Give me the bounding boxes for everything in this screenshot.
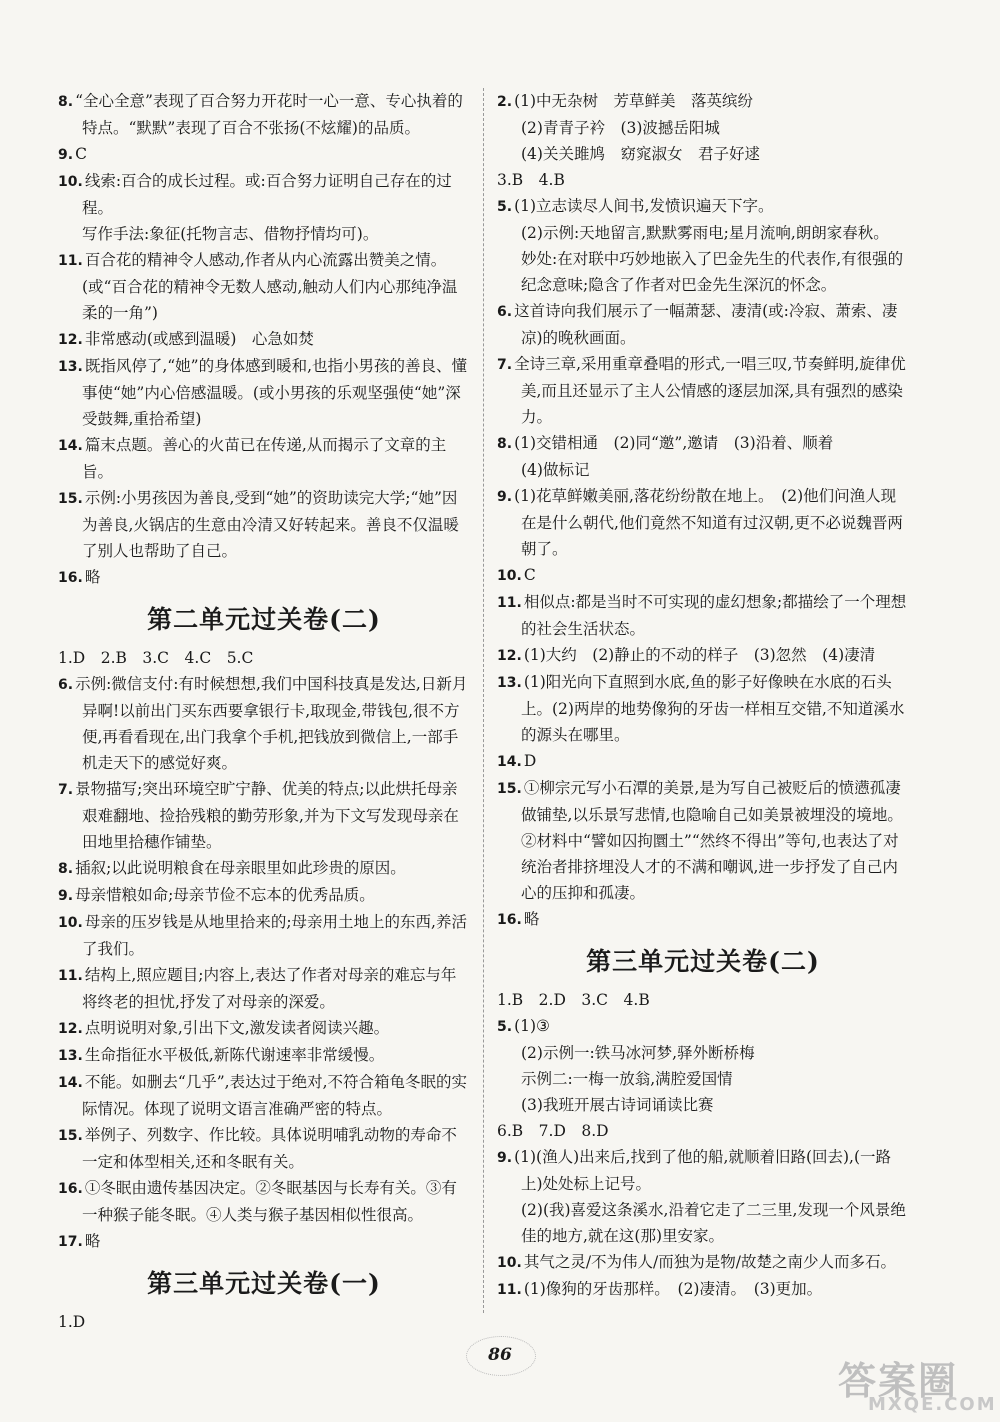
answer-item: 9. C: [58, 145, 87, 163]
answer-item: 8. (1)交错相通 (2)同“邀”,邀请 (3)沿着、顺着: [497, 434, 834, 452]
answer-item: 9. 母亲惜粮如命;母亲节俭不忘本的优秀品质。: [58, 886, 375, 904]
answer-subline: (2)青青子衿 (3)波撼岳阳城: [521, 119, 720, 137]
watermark-logo: [838, 1350, 997, 1420]
answer-subline: (2)示例:天地留言,默默雾雨电;星月流响,朗朗家春秋。: [521, 224, 889, 242]
answer-item: 6. 示例:微信支付:有时候想想,我们中国科技真是发达,日新月异啊!以前出门买东西要拿银行卡,取现金,带钱包,很不方便,再看看现在,出门我拿个手机,把钱放到微信上,一部手机走天下的感觉好爽。: [58, 675, 468, 772]
answer-item: 16. ①冬眠由遗传基因决定。②冬眠基因与长寿有关。③有一种猴子能冬眠。④人类与猴子基因相似性很高。: [58, 1179, 457, 1224]
answer-subline: (2)示例一:铁马冰河梦,驿外断桥梅: [521, 1044, 755, 1062]
answer-subline: 妙处:在对联中巧妙地嵌入了巴金先生的代表作,有很强的纪念意味;隐含了作者对巴金先生深沉的怀念。: [521, 250, 904, 294]
watermark-url: MXQE.COM: [868, 1394, 997, 1415]
answer-subline: (4)关关雎鸠 窈窕淑女 君子好逑: [521, 145, 760, 163]
answer-item: 1.D: [58, 1313, 86, 1331]
answer-item: 17. 略: [58, 1232, 101, 1250]
answer-item: 13. (1)阳光向下直照到水底,鱼的影子好像映在水底的石头上。(2)两岸的地势像狗的牙齿一样相互交错,不知道溪水的源头在哪里。: [497, 673, 905, 744]
answer-subline: (2)(我)喜爱这条溪水,沿着它走了二三里,发现一个风景绝佳的地方,就在这(那)里安家。: [521, 1201, 906, 1245]
column-divider: [483, 88, 484, 1313]
answer-item: 12. 非常感动(或感到温暖) 心急如焚: [58, 330, 314, 348]
answer-item: 6. 这首诗向我们展示了一幅萧瑟、凄清(或:冷寂、萧索、凄凉)的晚秋画面。: [497, 302, 898, 347]
answer-item: 11. 相似点:都是当时不可实现的虚幻想象;都描绘了一个理想的社会生活状态。: [497, 593, 907, 638]
answer-item: 8. “全心全意”表现了百合努力开花时一心一意、专心执着的特点。“默默”表现了百合不张扬(不炫耀)的品质。: [58, 92, 463, 137]
answer-subline: (4)做标记: [521, 461, 590, 479]
answer-item: 11. 结构上,照应题目;内容上,表达了作者对母亲的难忘与年将终老的担忧,抒发了对母亲的深爱。: [58, 966, 457, 1011]
answer-item: 15. 举例子、列数字、作比较。具体说明哺乳动物的寿命不一定和体型相关,还和冬眠有关。: [58, 1126, 457, 1171]
left-column: [58, 88, 470, 1335]
answer-item: 3.B 4.B: [497, 171, 565, 189]
answer-item: 13. 既指风停了,“她”的身体感到暖和,也指小男孩的善良、懂事使“她”内心倍感温暖。(或小男孩的乐观坚强使“她”深受鼓舞,重拾希望): [58, 357, 468, 428]
answer-item: 9. (1)(渔人)出来后,找到了他的船,就顺着旧路(回去),(一路上)处处标上记号。: [497, 1148, 892, 1193]
answer-subline: 写作手法:象征(托物言志、借物抒情均可)。: [82, 225, 379, 243]
answer-item: 15. ①柳宗元写小石潭的美景,是为写自己被贬后的愤懑孤凄做铺垫,以乐景写悲情,也隐喻自己如美景被埋没的境地。②材料中“譬如囚拘圜土”“然终不得出”等句,也表达了对统治者排挤埋没人才的不满和嘲讽,进一步抒发了自己内心的压抑和孤凄。: [497, 779, 903, 902]
section-heading-unit3-test2: 第三单元过关卷(二): [586, 947, 820, 976]
answer-item: 13. 生命指征水平极低,新陈代谢速率非常缓慢。: [58, 1046, 385, 1064]
section-heading-unit2-test2: 第二单元过关卷(二): [147, 605, 381, 634]
answer-item: 11. (1)像狗的牙齿那样。 (2)凄清。 (3)更加。: [497, 1280, 823, 1298]
answer-item: 11. 百合花的精神令人感动,作者从内心流露出赞美之情。(或“百合花的精神令无数人感动,触动人们内心那纯净温柔的一角”): [58, 251, 458, 322]
answer-item: 10. 线索:百合的成长过程。或:百合努力证明自己存在的过程。: [58, 172, 452, 217]
answer-item: 1.B 2.D 3.C 4.B: [497, 991, 650, 1009]
answer-item: 16. 略: [58, 568, 101, 586]
right-column: [497, 88, 909, 1303]
page-number: 86: [488, 1345, 512, 1365]
answer-item: 1.D 2.B 3.C 4.C 5.C: [58, 649, 254, 667]
answer-subline: (3)我班开展古诗词诵读比赛: [521, 1096, 714, 1114]
answer-item: 14. D: [497, 752, 537, 770]
answer-item: 8. 插叙;以此说明粮食在母亲眼里如此珍贵的原因。: [58, 859, 406, 877]
answer-subline: 示例二:一梅一放翁,满腔爱国情: [521, 1070, 733, 1088]
answer-item: 5. (1)③: [497, 1017, 550, 1035]
answer-item: 10. 其气之灵/不为伟人/而独为是物/故楚之南少人而多石。: [497, 1253, 896, 1271]
answer-item: 16. 略: [497, 910, 540, 928]
answer-item: 10. 母亲的压岁钱是从地里拾来的;母亲用土地上的东西,养活了我们。: [58, 913, 467, 958]
answer-item: 12. 点明说明对象,引出下文,激发读者阅读兴趣。: [58, 1019, 390, 1037]
answer-item: 5. (1)立志读尽人间书,发愤识遍天下字。: [497, 197, 774, 215]
answer-item: 7. 全诗三章,采用重章叠唱的形式,一唱三叹,节奏鲜明,旋律优美,而且还显示了主人公情感的逐层加深,具有强烈的感染力。: [497, 355, 906, 426]
answer-item: 14. 篇末点题。善心的火苗已在传递,从而揭示了文章的主旨。: [58, 436, 447, 481]
answer-item: 6.B 7.D 8.D: [497, 1122, 609, 1140]
answer-item: 10. C: [497, 566, 536, 584]
answer-item: 9. (1)花草鲜嫩美丽,落花纷纷散在地上。 (2)他们问渔人现在是什么朝代,他们竟然不知道有过汉朝,更不必说魏晋两朝了。: [497, 487, 903, 558]
watermark-text: 答案圈: [838, 1359, 959, 1403]
answer-item: 2. (1)中无杂树 芳草鲜美 落英缤纷: [497, 92, 754, 110]
answer-item: 14. 不能。如删去“几乎”,表达过于绝对,不符合箱龟冬眠的实际情况。体现了说明文语言准确严密的特点。: [58, 1073, 468, 1118]
section-heading-unit3-test1: 第三单元过关卷(一): [147, 1269, 381, 1298]
answer-item: 15. 示例:小男孩因为善良,受到“她”的资助读完大学;“她”因为善良,火锅店的生意由冷清又好转起来。善良不仅温暖了别人也帮助了自己。: [58, 489, 459, 560]
answer-item: 7. 景物描写;突出环境空旷宁静、优美的特点;以此烘托母亲艰难翻地、捡拾残粮的勤劳形象,并为下文写发现母亲在田地里拾穗作铺垫。: [58, 780, 459, 851]
answer-item: 12. (1)大约 (2)静止的不动的样子 (3)忽然 (4)凄清: [497, 646, 876, 664]
